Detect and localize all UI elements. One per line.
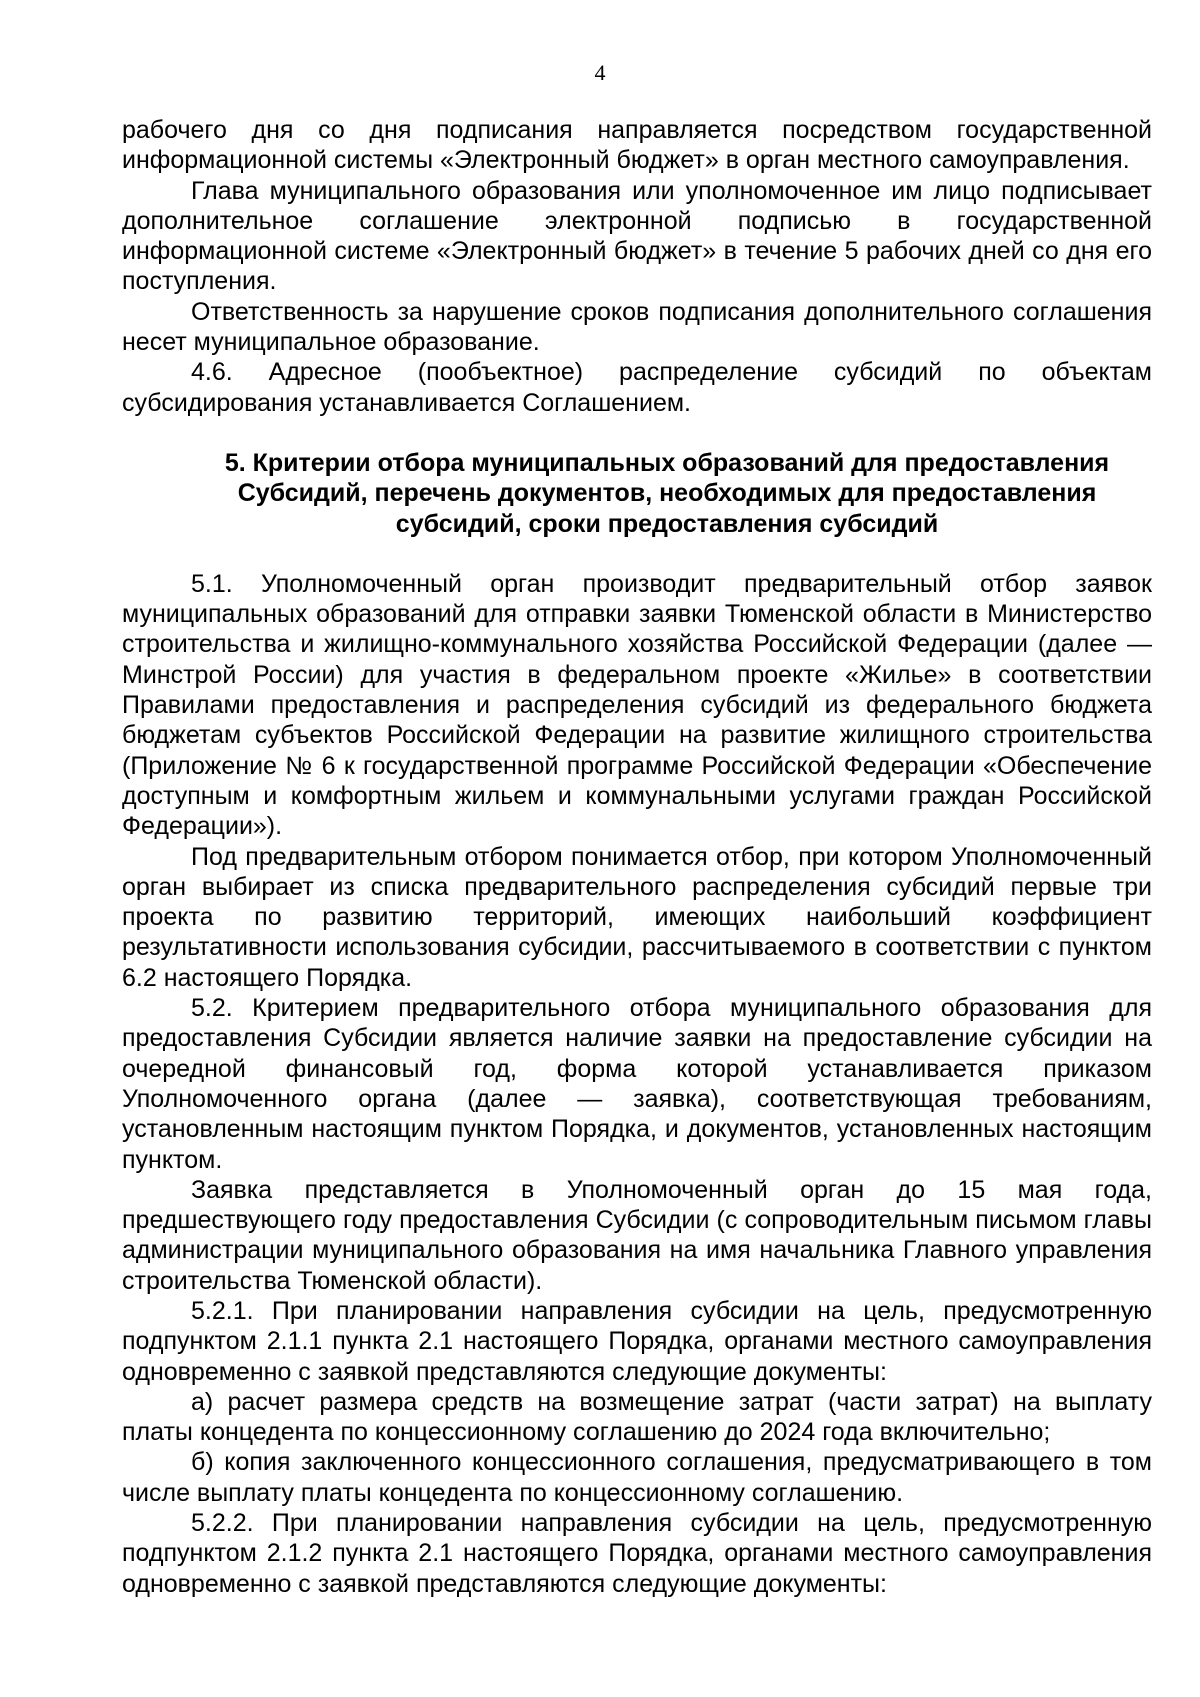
paragraph: рабочего дня со дня подписания направляется посредством государственной информационной системы «Электронный бюджет» в орган местного самоуправления. [122,116,1152,175]
section-heading-line: Субсидий, перечень документов, необходимых для предоставления [237,479,1097,508]
section-heading-line: 5. Критерии отбора муниципальных образований для предоставления [224,448,1110,477]
paragraph: 5.2.2. При планировании направления субсидии на цель, предусмотренную подпунктом 2.1.2 пункта 2.1 настоящего Порядка, органами местного самоуправления одновременно с заявкой представляются следующие документы: [122,1509,1152,1598]
paragraph: б) копия заключенного концессионного соглашения, предусматривающего в том числе выплату платы концедента по концессионному соглашению. [122,1448,1152,1507]
page-number: 4 [594,60,606,85]
paragraph: 5.1. Уполномоченный орган производит предварительный отбор заявок муниципальных образований для отправки заявки Тюменской области в Министерство строительства и жилищно-коммунального хозяйства Российской Федерации (далее — Минстрой России) для участия в федеральном проекте «Жилье» в соответствии Правилами предоставления и распределения субсидий из федерального бюджета бюджетам субъектов Российской Федерации на развитие жилищного строительства (Приложение № 6 к государственной программе Российской Федерации «Обеспечение доступным и комфортным жильем и коммунальными услугами граждан Российской Федерации»). [122,569,1152,841]
paragraph: Глава муниципального образования или уполномоченное им лицо подписывает дополнительное соглашение электронной подписью в государственной информационной системе «Электронный бюджет» в течение 5 рабочих дней со дня его поступления. [122,176,1152,296]
document-body [122,115,1152,1599]
paragraph: Ответственность за нарушение сроков подписания дополнительного соглашения несет муниципальное образование. [122,297,1152,357]
paragraph: а) расчет размера средств на возмещение затрат (части затрат) на выплату платы концедента по концессионному соглашению до 2024 года включительно; [122,1387,1152,1447]
paragraph: Заявка представляется в Уполномоченный орган до 15 мая года, предшествующего году предоставления Субсидии (с сопроводительным письмом главы администрации муниципального образования на имя начальника Главного управления строительства Тюменской области). [122,1175,1152,1295]
paragraph: 5.2.1. При планировании направления субсидии на цель, предусмотренную подпунктом 2.1.1 пункта 2.1 настоящего Порядка, органами местного самоуправления одновременно с заявкой представляются следующие документы: [122,1296,1152,1386]
section-heading [122,448,1152,539]
section-heading-line: субсидий, сроки предоставления субсидий [395,509,939,538]
paragraph: 4.6. Адресное (пообъектное) распределение субсидий по объектам субсидирования устанавливается Соглашением. [122,358,1152,417]
paragraph: 5.2. Критерием предварительного отбора муниципального образования для предоставления Субсидии является наличие заявки на предоставление субсидии на очередной финансовый год, форма которой устанавливается приказом Уполномоченного органа (далее — заявка), соответствующая требованиям, установленным настоящим пунктом Порядка, и документов, установленных настоящим пунктом. [122,994,1152,1174]
paragraph: Под предварительным отбором понимается отбор, при котором Уполномоченный орган выбирает из списка предварительного распределения субсидий первые три проекта по развитию территорий, имеющих наибольший коэффициент результативности использования субсидии, рассчитываемого в соответствии с пунктом 6.2 настоящего Порядка. [122,842,1152,992]
